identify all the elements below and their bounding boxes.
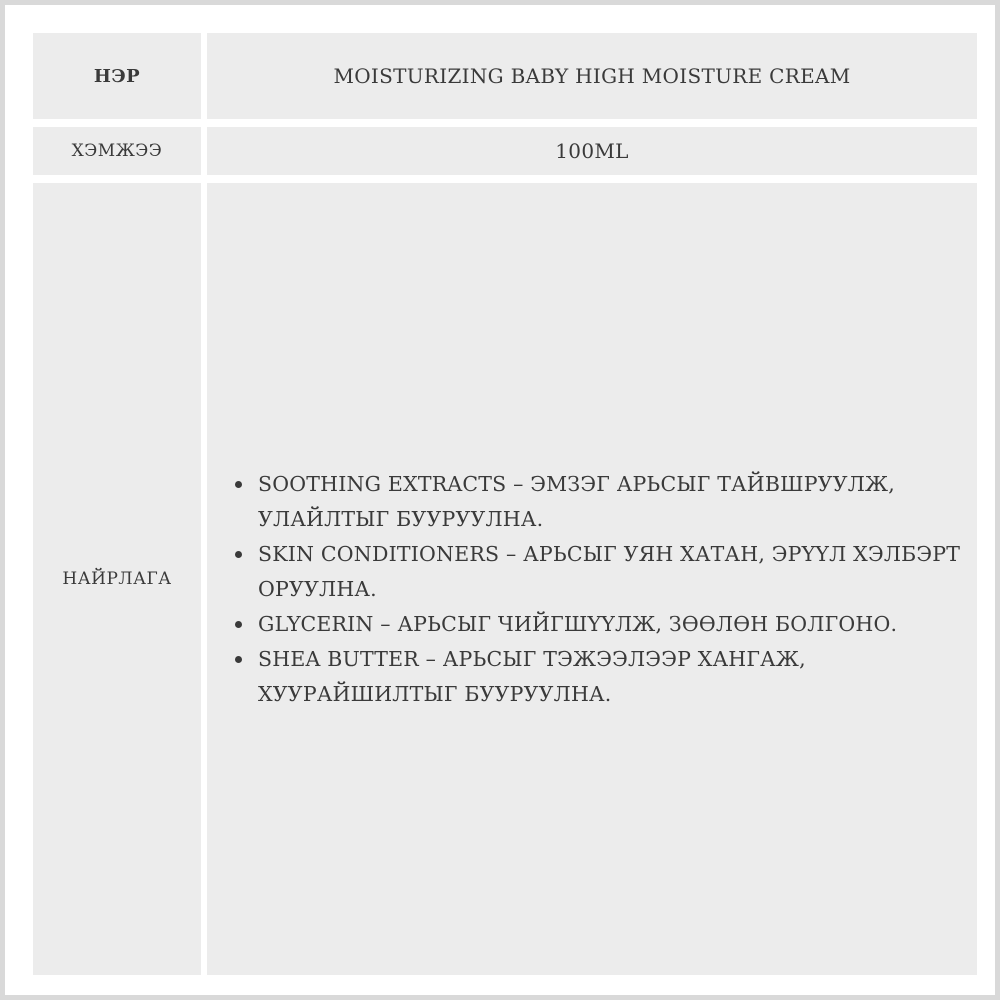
ingredients-label: НАЙРЛАГА (62, 569, 172, 589)
ingredients-label-cell (33, 183, 201, 975)
name-value-cell (207, 33, 977, 119)
size-label: ХЭМЖЭЭ (71, 141, 163, 161)
product-name: MOISTURIZING BABY HIGH MOISTURE CREAM (333, 64, 851, 88)
name-label: НЭР (93, 65, 141, 87)
size-value-cell (207, 127, 977, 175)
name-label-cell (33, 33, 201, 119)
size-label-cell (33, 127, 201, 175)
ingredients-list (207, 467, 973, 712)
list-item: SOOTHING EXTRACTS – ЭМЗЭГ АРЬСЫГ ТАЙВШРУУЛЖ, УЛАЙЛТЫГ БУУРУУЛНА. (235, 467, 973, 537)
list-item: SKIN CONDITIONERS – АРЬСЫГ УЯН ХАТАН, ЭРҮҮЛ ХЭЛБЭРТ ОРУУЛНА. (235, 537, 973, 607)
list-item: GLYCERIN – АРЬСЫГ ЧИЙГШҮҮЛЖ, ЗӨӨЛӨН БОЛГОНО. (235, 607, 973, 642)
ingredients-value-cell (207, 183, 977, 975)
list-item: SHEA BUTTER – АРЬСЫГ ТЭЖЭЭЛЭЭР ХАНГАЖ, ХУУРАЙШИЛТЫГ БУУРУУЛНА. (235, 642, 973, 712)
product-size: 100ML (555, 139, 629, 163)
